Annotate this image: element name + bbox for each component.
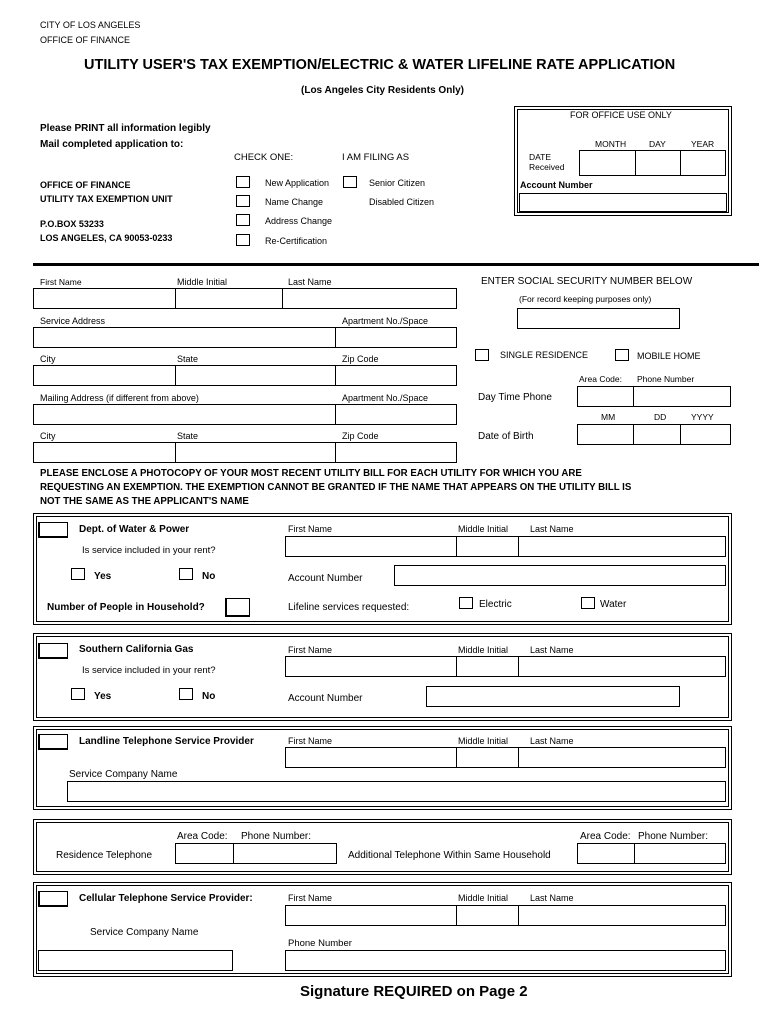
office-month-label: MONTH <box>595 139 627 149</box>
dob-dd-label: DD <box>654 412 667 422</box>
first-name-label: First Name <box>40 277 82 287</box>
dwp-first-name-label: First Name <box>288 524 333 534</box>
gas-title: Southern California Gas <box>79 644 194 655</box>
additional-area-code-input[interactable] <box>577 843 635 864</box>
service-address-label: Service Address <box>40 316 106 326</box>
city-name: CITY OF LOS ANGELES <box>40 20 141 30</box>
apartment-input[interactable] <box>335 327 457 348</box>
landline-last-name-label: Last Name <box>530 736 574 746</box>
mailing-city-input[interactable] <box>33 442 176 463</box>
cellular-phone-label: Phone Number <box>288 938 352 949</box>
state-label: State <box>177 354 199 364</box>
service-address-input[interactable] <box>33 327 336 348</box>
filing-as-label: I AM FILING AS <box>342 152 410 163</box>
mailing-address-input[interactable] <box>33 404 336 425</box>
mailing-state-label: State <box>177 431 199 441</box>
mail-address-line2: UTILITY TAX EXEMPTION UNIT <box>40 194 173 204</box>
date-received-label1: DATE <box>529 152 552 162</box>
mail-address-line3: P.O.BOX 53233 <box>40 219 104 229</box>
zip-input[interactable] <box>335 365 457 386</box>
single-residence-label: SINGLE RESIDENCE <box>500 350 589 360</box>
gas-yes-label: Yes <box>94 691 112 702</box>
gas-account-label: Account Number <box>288 693 363 704</box>
gas-no-label: No <box>202 691 216 702</box>
landline-company-input[interactable] <box>67 781 726 802</box>
office-name: OFFICE OF FINANCE <box>40 35 130 45</box>
cellular-company-input[interactable] <box>38 950 233 971</box>
landline-select-checkbox[interactable] <box>38 734 68 750</box>
last-name-label: Last Name <box>288 277 332 287</box>
office-use-title: FOR OFFICE USE ONLY <box>570 110 672 120</box>
dwp-select-checkbox[interactable] <box>38 522 68 538</box>
apartment-label: Apartment No./Space <box>342 316 429 326</box>
gas-last-name-input[interactable] <box>518 656 726 677</box>
landline-first-name-label: First Name <box>288 736 333 746</box>
ssn-label: ENTER SOCIAL SECURITY NUMBER BELOW <box>481 276 693 287</box>
state-input[interactable] <box>175 365 336 386</box>
dwp-no-checkbox[interactable] <box>179 568 193 580</box>
mailing-address-label: Mailing Address (if different from above) <box>40 393 199 403</box>
area-code-input[interactable] <box>577 386 634 407</box>
single-residence-checkbox[interactable] <box>475 349 489 361</box>
dob-month-input[interactable] <box>577 424 634 445</box>
new-application-label: New Application <box>265 178 330 188</box>
gas-first-name-input[interactable] <box>285 656 457 677</box>
name-change-label: Name Change <box>265 197 324 207</box>
mailing-zip-input[interactable] <box>335 442 457 463</box>
notice-line1: PLEASE ENCLOSE A PHOTOCOPY OF YOUR MOST RECENT UTILITY BILL FOR EACH UTILITY FOR WHICH YOU ARE <box>40 468 582 479</box>
cellular-last-name-input[interactable] <box>518 905 726 926</box>
address-change-checkbox[interactable] <box>236 214 250 226</box>
cellular-company-label: Service Company Name <box>90 927 199 938</box>
dwp-title: Dept. of Water & Power <box>79 524 190 535</box>
date-received-label2: Received <box>529 162 565 172</box>
office-account-field <box>519 193 727 212</box>
office-day-label: DAY <box>649 139 666 149</box>
office-day-field <box>635 150 681 176</box>
landline-last-name-input[interactable] <box>518 747 726 768</box>
office-year-label: YEAR <box>691 139 715 149</box>
mailing-state-input[interactable] <box>175 442 336 463</box>
mobile-home-label: MOBILE HOME <box>637 351 701 361</box>
additional-phone-input[interactable] <box>634 843 726 864</box>
mail-address-line4: LOS ANGELES, CA 90053-0233 <box>40 233 173 243</box>
mobile-home-checkbox[interactable] <box>615 349 629 361</box>
city-label: City <box>40 354 56 364</box>
landline-company-label: Service Company Name <box>69 769 178 780</box>
dwp-account-input[interactable] <box>394 565 726 586</box>
section-divider <box>33 263 759 266</box>
dwp-last-name-input[interactable] <box>518 536 726 557</box>
phone-number-input[interactable] <box>633 386 731 407</box>
dwp-water-label: Water <box>600 599 627 610</box>
signature-required-note: Signature REQUIRED on Page 2 <box>300 983 528 1000</box>
cellular-last-name-label: Last Name <box>530 893 574 903</box>
dwp-electric-label: Electric <box>479 599 512 610</box>
dwp-last-name-label: Last Name <box>530 524 574 534</box>
gas-middle-initial-label: Middle Initial <box>458 645 509 655</box>
gas-last-name-label: Last Name <box>530 645 574 655</box>
mailing-city-label: City <box>40 431 56 441</box>
dwp-people-input[interactable] <box>225 598 250 617</box>
cellular-middle-initial-input[interactable] <box>456 905 519 926</box>
cellular-first-name-input[interactable] <box>285 905 457 926</box>
middle-initial-input[interactable] <box>175 288 283 309</box>
dwp-water-checkbox[interactable] <box>581 597 595 609</box>
dwp-first-name-input[interactable] <box>285 536 457 557</box>
re-certification-label: Re-Certification <box>265 236 328 246</box>
office-year-field <box>680 150 726 176</box>
first-name-input[interactable] <box>33 288 176 309</box>
dwp-yes-checkbox[interactable] <box>71 568 85 580</box>
notice-line2: REQUESTING AN EXEMPTION. THE EXEMPTION CANNOT BE GRANTED IF THE NAME THAT APPEARS ON THE UTILITY BILL IS <box>40 482 632 493</box>
additional-phone-number-label: Phone Number: <box>638 831 709 842</box>
dob-day-input[interactable] <box>633 424 681 445</box>
dwp-middle-initial-input[interactable] <box>456 536 519 557</box>
date-of-birth-label: Date of Birth <box>478 431 534 442</box>
landline-middle-initial-label: Middle Initial <box>458 736 509 746</box>
office-month-field <box>579 150 636 176</box>
dob-yyyy-label: YYYY <box>691 412 714 422</box>
new-application-checkbox[interactable] <box>236 176 250 188</box>
mailing-apartment-label: Apartment No./Space <box>342 393 429 403</box>
senior-citizen-checkbox[interactable] <box>343 176 357 188</box>
zip-label: Zip Code <box>342 354 379 364</box>
address-change-label: Address Change <box>265 216 333 226</box>
residence-area-code-input[interactable] <box>175 843 234 864</box>
dwp-electric-checkbox[interactable] <box>459 597 473 609</box>
ssn-note: (For record keeping purposes only) <box>519 294 652 304</box>
residence-phone-number-label: Phone Number: <box>241 831 312 842</box>
additional-telephone-label: Additional Telephone Within Same Household <box>348 850 551 861</box>
mail-address-line1: OFFICE OF FINANCE <box>40 180 131 190</box>
mailing-apartment-input[interactable] <box>335 404 457 425</box>
landline-middle-initial-input[interactable] <box>456 747 519 768</box>
dob-year-input[interactable] <box>680 424 731 445</box>
cellular-middle-initial-label: Middle Initial <box>458 893 509 903</box>
senior-citizen-label: Senior Citizen <box>369 178 426 188</box>
residence-area-code-label: Area Code: <box>177 831 228 842</box>
dwp-yes-label: Yes <box>94 571 112 582</box>
gas-no-checkbox[interactable] <box>179 688 193 700</box>
phone-number-label: Phone Number <box>637 374 695 384</box>
middle-initial-label: Middle Initial <box>177 277 228 287</box>
dwp-lifeline-label: Lifeline services requested: <box>288 602 410 613</box>
landline-first-name-input[interactable] <box>285 747 457 768</box>
cellular-first-name-label: First Name <box>288 893 333 903</box>
office-account-label: Account Number <box>520 180 593 190</box>
residence-phone-input[interactable] <box>233 843 337 864</box>
gas-first-name-label: First Name <box>288 645 333 655</box>
mailing-zip-label: Zip Code <box>342 431 379 441</box>
last-name-input[interactable] <box>282 288 457 309</box>
dwp-account-label: Account Number <box>288 573 363 584</box>
gas-middle-initial-input[interactable] <box>456 656 519 677</box>
check-one-label: CHECK ONE: <box>234 152 294 163</box>
city-input[interactable] <box>33 365 176 386</box>
dwp-no-label: No <box>202 571 216 582</box>
mail-instruction: Mail completed application to: <box>40 139 184 150</box>
gas-select-checkbox[interactable] <box>38 643 68 659</box>
gas-yes-checkbox[interactable] <box>71 688 85 700</box>
gas-rent-question: Is service included in your rent? <box>82 665 216 676</box>
print-instruction: Please PRINT all information legibly <box>40 123 211 134</box>
cellular-title: Cellular Telephone Service Provider: <box>79 893 253 904</box>
additional-area-code-label: Area Code: <box>580 831 631 842</box>
cellular-select-checkbox[interactable] <box>38 891 68 907</box>
re-certification-checkbox[interactable] <box>236 234 250 246</box>
residence-telephone-label: Residence Telephone <box>56 850 153 861</box>
day-time-phone-label: Day Time Phone <box>478 392 552 403</box>
dwp-middle-initial-label: Middle Initial <box>458 524 509 534</box>
gas-account-input[interactable] <box>426 686 680 707</box>
page-subtitle: (Los Angeles City Residents Only) <box>301 85 464 96</box>
dob-mm-label: MM <box>601 412 616 422</box>
cellular-phone-input[interactable] <box>285 950 726 971</box>
landline-title: Landline Telephone Service Provider <box>79 736 254 747</box>
name-change-checkbox[interactable] <box>236 195 250 207</box>
dwp-people-label: Number of People in Household? <box>47 602 205 613</box>
page-title: UTILITY USER'S TAX EXEMPTION/ELECTRIC & WATER LIFELINE RATE APPLICATION <box>84 57 676 73</box>
ssn-input[interactable] <box>517 308 680 329</box>
area-code-label: Area Code: <box>579 374 622 384</box>
disabled-citizen-label: Disabled Citizen <box>369 197 435 207</box>
dwp-rent-question: Is service included in your rent? <box>82 545 216 556</box>
notice-line3: NOT THE SAME AS THE APPLICANT'S NAME <box>40 496 249 507</box>
